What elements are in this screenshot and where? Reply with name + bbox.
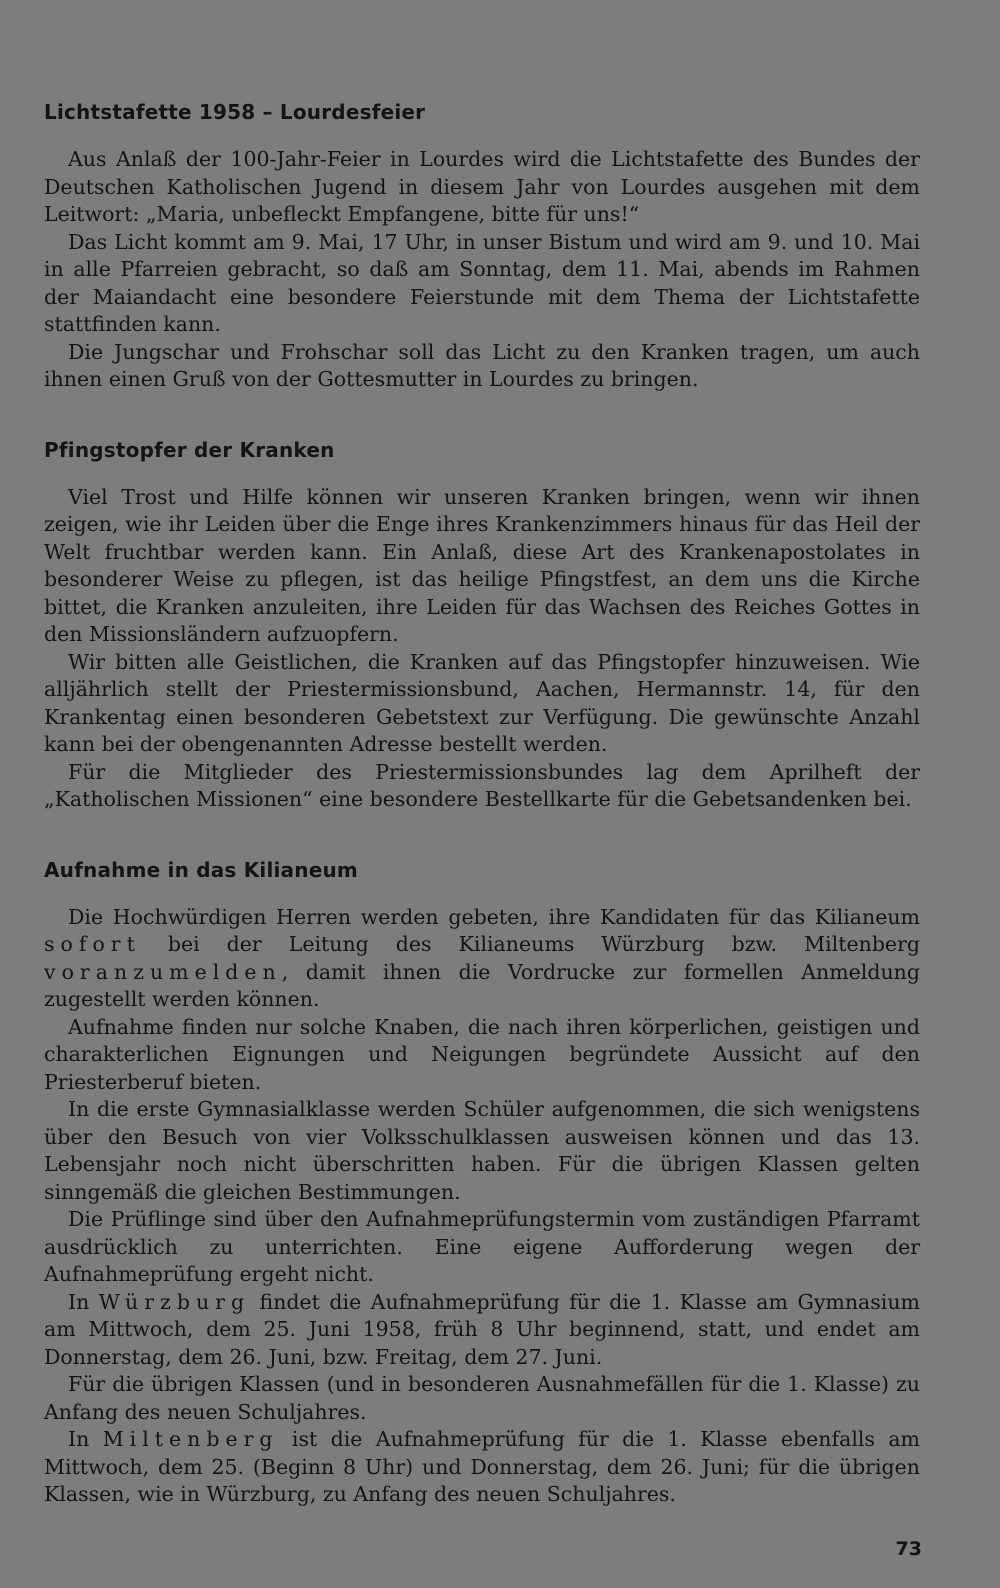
text-run: bei der Leitung des Kilianeums Würzburg bzw. Miltenberg [140,932,920,956]
paragraph: Die Prüflinge sind über den Aufnahmeprüfungstermin vom zuständigen Pfarramt ausdrücklich zu unterrichten. Eine eigene Aufforderung wegen der Aufnahmeprüfung ergeht nicht. [44,1207,920,1286]
text-run: Die Hochwürdigen Herren werden gebeten, ihre Kandidaten für das Kilianeum [68,904,920,929]
text-run: In [68,1289,99,1314]
paragraph: In die erste Gymnasialklasse werden Schüler aufgenommen, die sich wenigstens über den Besuch von vier Volksschulklassen ausweisen können und das 13. Lebensjahr noch nicht überschritten haben. Für die übrigen Klassen gelten sinngemäß die gleichen Bestimmungen. [44,1097,920,1204]
section-heading: Lichtstafette 1958 – Lourdesfeier [44,100,426,124]
emphasized-text: sofort [44,932,141,956]
emphasized-text: Würzburg [98,1289,251,1314]
text-run: , damit ihnen die Vordrucke zur formellen Anmeldung zugestellt werden können. [44,959,920,1011]
section-kilianeum [44,856,920,1509]
paragraph: Für die Mitglieder des Priestermissionsbundes lag dem Aprilheft der „Katholischen Missionen“ eine besondere Bestellkarte für die Gebetsandenken bei. [44,759,920,811]
paragraph: Für die übrigen Klassen (und in besonderen Ausnahmefällen für die 1. Klasse) zu Anfang des neuen Schuljahres. [44,1372,920,1424]
text-run: In [68,1427,103,1451]
text-run: findet die Aufnahmeprüfung für die 1. Klasse am Gymnasium am Mittwoch, dem 25. Juni 1958, früh 8 Uhr beginnend, statt, und endet am Donnerstag, dem 26. Juni, bzw. Freitag, dem 27. Juni. [44,1289,920,1369]
section-heading: Pfingstopfer der Kranken [44,437,335,462]
paragraph: Viel Trost und Hilfe können wir unseren Kranken bringen, wenn wir ihnen zeigen, wie ihr Leiden über die Enge ihres Krankenzimmers hinaus für das Heil der Welt fruchtbar werden kann. Ein Anlaß, diese Art des Krankenapostolates in besonderer Weise zu pflegen, ist das heilige Pfingstfest, an dem uns die Kirche bittet, die Kranken anzuleiten, ihre Leiden für das Wachsen des Reiches Gottes in den Missionsländern aufzuopfern. [44,484,920,646]
paragraph: Die Jungschar und Frohschar soll das Licht zu den Kranken tragen, um auch ihnen einen Gruß von der Gottesmutter in Lourdes zu bringen. [44,339,920,391]
page-number: 73 [895,1538,922,1560]
paragraph: Wir bitten alle Geistlichen, die Kranken auf das Pfingstopfer hinzuweisen. Wie alljährlich stellt der Priestermissionsbund, Aachen, Hermannstr. 14, für den Krankentag einen besonderen Gebetstext zur Verfügung. Die gewünschte Anzahl kann bei der obengenannten Adresse bestellt werden. [44,649,920,756]
section-lichtstafette [44,98,920,394]
section-pfingstopfer [44,436,920,814]
page-body [44,98,920,1509]
paragraph [44,904,920,1014]
paragraph: Das Licht kommt am 9. Mai, 17 Uhr, in unser Bistum und wird am 9. und 10. Mai in alle Pfarreien gebracht, so daß am Sonntag, dem 11. Mai, abends im Rahmen der Maiandacht eine besondere Feierstunde mit dem Thema der Lichtstafette stattfinden kann. [44,229,920,336]
section-spacer [44,814,920,856]
section-spacer [44,394,920,436]
section-heading: Aufnahme in das Kilianeum [44,857,358,882]
paragraph: Aus Anlaß der 100-Jahr-Feier in Lourdes wird die Lichtstafette des Bundes der Deutschen Katholischen Jugend in diesem Jahr von Lourdes ausgehen mit dem Leitwort: „Maria, unbefleckt Empfangene, bitte für uns!“ [44,147,920,226]
text-run: ist die Aufnahmeprüfung für die 1. Klasse ebenfalls am Mittwoch, dem 25. (Beginn 8 Uhr) und Donnerstag, dem 26. Juni; für die übrigen Klassen, wie in Würzburg, zu Anfang des neuen Schuljahres. [44,1427,920,1506]
emphasized-text: Miltenberg [102,1427,279,1451]
paragraph [44,1289,920,1372]
paragraph [44,1426,920,1509]
emphasized-text: voranzumelden [44,959,282,984]
paragraph: Aufnahme finden nur solche Knaben, die nach ihren körperlichen, geistigen und charakterlichen Eignungen und Neigungen begründete Aussicht auf den Priesterberuf bieten. [44,1014,920,1094]
